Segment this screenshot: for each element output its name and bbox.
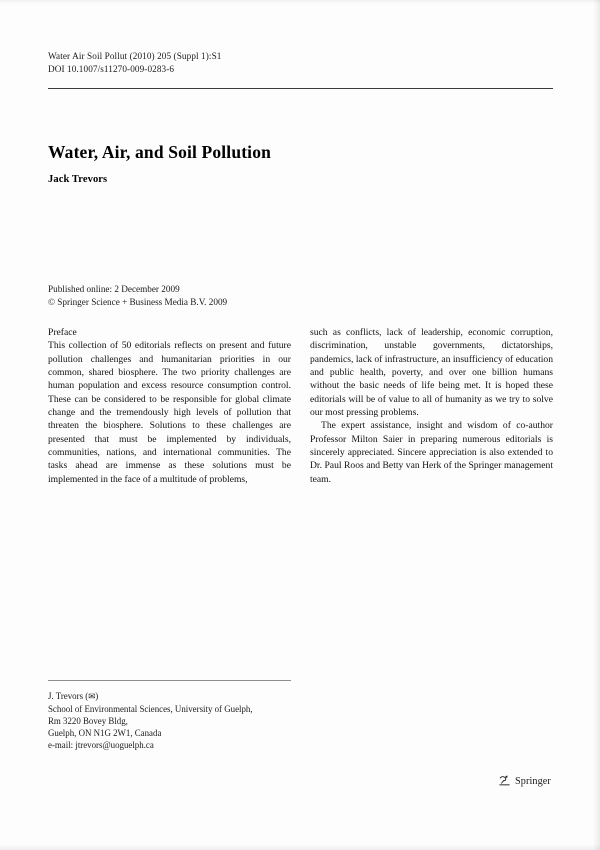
preface-heading: Preface (48, 327, 77, 338)
journal-citation-line: Water Air Soil Pollut (2010) 205 (Suppl 1):S1 (48, 51, 222, 61)
header-divider-rule (48, 88, 553, 89)
copyright-line: © Springer Science + Business Media B.V. 2009 (48, 296, 228, 307)
springer-publisher-mark (498, 772, 568, 790)
published-online-line: Published online: 2 December 2009 (48, 284, 180, 294)
affiliation-author-line (48, 690, 348, 703)
scan-edge-top (0, 0, 600, 4)
page-title: Water, Air, and Soil Pollution (48, 141, 271, 162)
journal-header (48, 50, 553, 75)
body-columns (48, 326, 553, 656)
acknowledgement-paragraph: The expert assistance, insight and wisdom of co-author Professor Milton Saier in preparing numerous editorials is sincerely appreciated. Sincere appreciation is also extended to Dr. Paul Roos and Betty van Herk of the Springer management team. (310, 420, 553, 485)
body-column-right (310, 326, 553, 486)
affiliation-author-paren-close: ) (95, 691, 99, 701)
affiliation-building: Rm 3220 Bovey Bldg, (48, 716, 128, 727)
body-column-left (48, 326, 291, 486)
affiliation-city: Guelph, ON N1G 2W1, Canada (48, 728, 162, 739)
scan-edge-right (593, 0, 600, 850)
affiliation-author-name: J. Trevors ( (48, 691, 89, 701)
footnote-divider-rule (48, 680, 291, 681)
scan-edge-bottom (0, 844, 600, 850)
envelope-icon: ✉ (88, 692, 96, 701)
affiliation-institution: School of Environmental Sciences, University of Guelph, (48, 704, 253, 715)
preface-paragraph-left: This collection of 50 editorials reflects on present and future pollution challenges and humanitarian priorities in our common, shared biosphere. The two priority challenges are human population and excess resource consumption control. These can be considered to be responsible for global climate change and the tremendously high levels of pollution that threaten the biosphere. Solutions to these challenges are presented that must be implemented by individuals, communities, nations, and international communities. The tasks ahead are immense as these solutions must be implemented in the face of a multitude of problems, (48, 340, 291, 485)
preface-paragraph-right-continued: such as conflicts, lack of leadership, economic corruption, discrimination, unstable governments, dictatorships, pandemics, lack of infrastructure, an insufficiency of education and public health, poverty, and over one billion humans without the basic needs of life being met. It is hoped these editorials will be of value to all of humanity as we try to solve our most pressing problems. (310, 327, 553, 419)
publication-info (48, 283, 553, 308)
affiliation-email: e-mail: jtrevors@uoguelph.ca (48, 740, 154, 751)
springer-horse-logo-icon (498, 775, 511, 788)
journal-doi-line: DOI 10.1007/s11270-009-0283-6 (48, 63, 175, 74)
author-affiliation-block (48, 690, 348, 751)
article-author: Jack Trevors (48, 174, 108, 185)
springer-wordmark: Springer (515, 775, 551, 787)
